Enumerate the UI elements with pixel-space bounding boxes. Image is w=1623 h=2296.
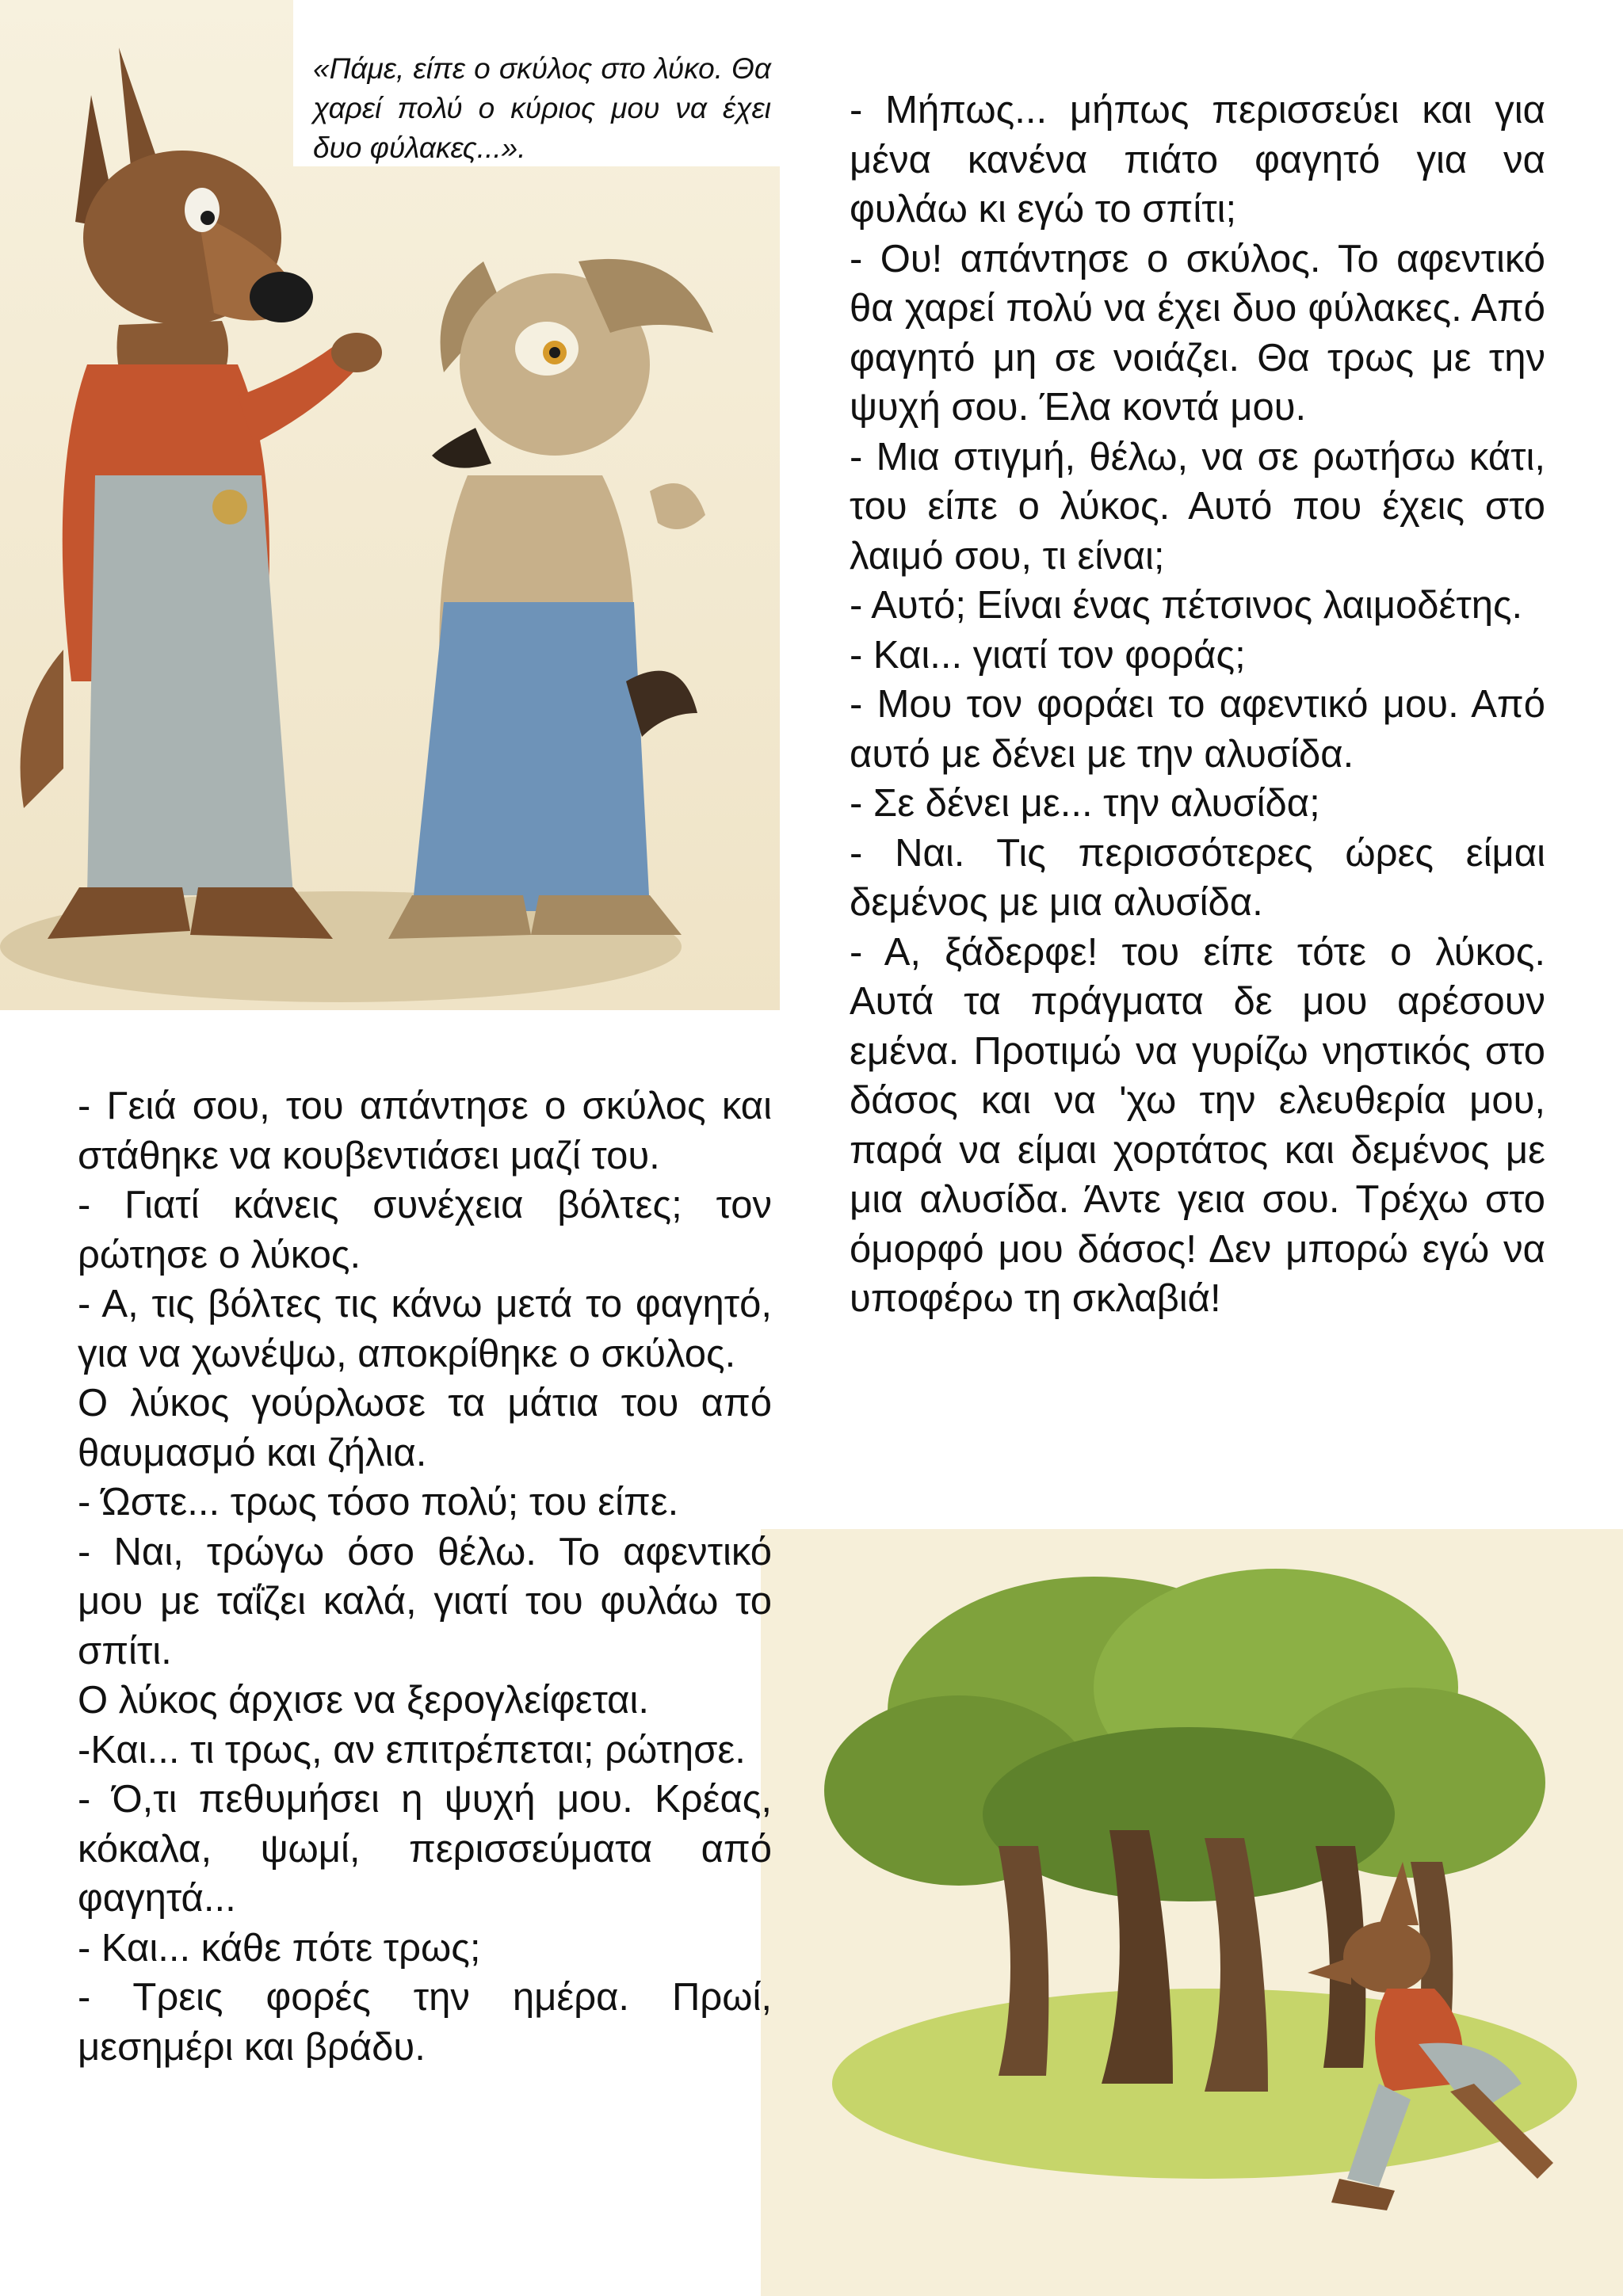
paragraph: - Γειά σου, του απάντησε ο σκύλος και στάθηκε να κουβεντιάσει μαζί του. (78, 1085, 772, 1177)
paragraph: - Και... γιατί τον φοράς; (850, 633, 1246, 677)
tree-and-wolf-illustration (761, 1529, 1623, 2296)
illustration-caption: «Πάμε, είπε ο σκύλος στο λύκο. Θα χαρεί πολύ ο κύριος μου να έχει δυο φύλακες...». (313, 52, 771, 164)
paragraph: - Α, ξάδερφε! του είπε τότε ο λύκος. Αυτά τα πράγματα δε μου αρέσουν εμένα. Προτιμώ να γυρίζω νηστικός στο δάσος και να 'χω την ελευθερία μου, παρά να είμαι χορτάτος και δεμένος με μια αλυσίδα. Άντε γεια σου. Τρέχω στο όμορφό μου δάσος! Δεν μπορώ εγώ να υποφέρω τη σκλαβιά! (850, 930, 1545, 1320)
paragraph: Ο λύκος άρχισε να ξερογλείφεται. (78, 1679, 649, 1722)
paragraph: - Ό,τι πεθυμήσει η ψυχή μου. Κρέας, κόκαλα, ψωμί, περισσεύματα από φαγητά... (78, 1778, 772, 1920)
left-text-column (78, 1081, 772, 2072)
paragraph: - Τρεις φορές την ημέρα. Πρωί, μεσημέρι και βράδυ. (78, 1976, 772, 2069)
paragraph: - Μια στιγμή, θέλω, να σε ρωτήσω κάτι, του είπε ο λύκος. Αυτό που έχεις στο λαιμό σου, τι είναι; (850, 435, 1545, 578)
paragraph: - Ναι. Τις περισσότερες ώρες είμαι δεμένος με μια αλυσίδα. (850, 831, 1545, 924)
paragraph: - Ναι, τρώγω όσο θέλω. Το αφεντικό μου με ταΐζει καλά, γιατί του φυλάω το σπίτι. (78, 1530, 772, 1672)
paragraph: -Και... τι τρως, αν επιτρέπεται; ρώτησε. (78, 1728, 746, 1772)
paragraph: Ο λύκος γούρλωσε τα μάτια του από θαυμασμό και ζήλια. (78, 1382, 772, 1474)
paragraph: - Μου τον φοράει το αφεντικό μου. Από αυτό με δένει με την αλυσίδα. (850, 683, 1545, 776)
paragraph: - Γιατί κάνεις συνέχεια βόλτες; τον ρώτησε ο λύκος. (78, 1184, 772, 1276)
paragraph: - Αυτό; Είναι ένας πέτσινος λαιμοδέτης. (850, 584, 1523, 627)
paragraph: - Ώστε... τρως τόσο πολύ; του είπε. (78, 1481, 679, 1524)
right-text-column (850, 86, 1545, 1324)
paragraph: - Ου! απάντησε ο σκύλος. Το αφεντικό θα χαρεί πολύ να έχει δυο φύλακες. Από φαγητό μη σε νοιάζει. Θα τρως με την ψυχή σου. Έλα κοντά μου. (850, 237, 1545, 429)
paragraph: - Σε δένει με... την αλυσίδα; (850, 782, 1320, 825)
paragraph: - Μήπως... μήπως περισσεύει και για μένα κανένα πιάτο φαγητό για να φυλάω κι εγώ το σπίτι; (850, 89, 1545, 231)
paragraph: - Α, τις βόλτες τις κάνω μετά το φαγητό, για να χωνέψω, αποκρίθηκε ο σκύλος. (78, 1283, 772, 1375)
paragraph: - Και... κάθε πότε τρως; (78, 1926, 481, 1970)
